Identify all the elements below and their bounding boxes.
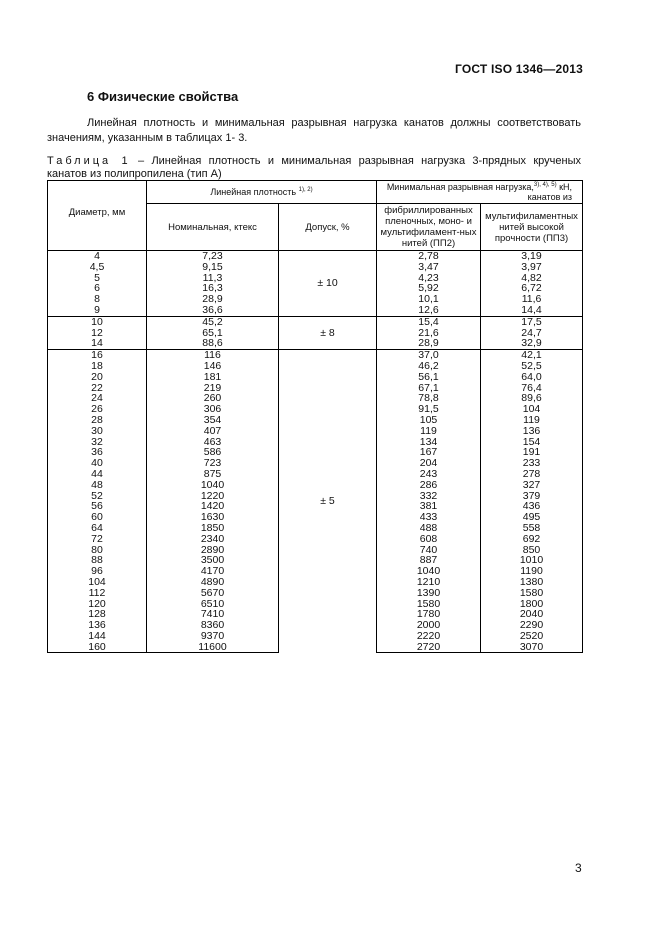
density-label: Линейная плотность (210, 186, 297, 197)
cell-pp2: 1780 (377, 609, 481, 620)
cell-nominal: 875 (147, 469, 279, 480)
cell-pp3: 1580 (481, 588, 583, 599)
cell-pp3: 327 (481, 480, 583, 491)
header-pp3: мультифиламентных нитей высокой прочности (ПП3) (481, 204, 583, 251)
header-density-group (147, 181, 377, 204)
cell-nominal: 9370 (147, 631, 279, 642)
cell-pp3: 11,6 (481, 294, 583, 305)
load-label: Минимальная разрывная нагрузка, (386, 182, 534, 192)
cell-nominal: 146 (147, 361, 279, 372)
cell-pp3: 3070 (481, 642, 583, 653)
cell-pp3: 136 (481, 426, 583, 437)
cell-pp3: 850 (481, 545, 583, 556)
cell-pp3: 4,82 (481, 273, 583, 284)
density-footnote: 1), 2) (298, 186, 313, 193)
cell-pp3: 1800 (481, 599, 583, 610)
cell-pp2: 2,78 (377, 251, 481, 262)
cell-pp2: 1390 (377, 588, 481, 599)
cell-nominal: 1420 (147, 501, 279, 512)
cell-pp3: 24,7 (481, 328, 583, 339)
cell-pp3: 32,9 (481, 338, 583, 349)
cell-diameter: 4 (48, 251, 147, 262)
cell-pp2: 488 (377, 523, 481, 534)
cell-pp2: 286 (377, 480, 481, 491)
table-caption (47, 155, 581, 181)
cell-pp2: 67,1 (377, 383, 481, 394)
cell-pp3: 17,5 (481, 316, 583, 327)
header-pp2: фибриллированных пленочных, моно- и мультифиламент-ных нитей (ПП2) (377, 204, 481, 251)
cell-nominal: 354 (147, 415, 279, 426)
cell-diameter: 20 (48, 372, 147, 383)
cell-pp3: 2040 (481, 609, 583, 620)
cell-pp3: 495 (481, 512, 583, 523)
cell-diameter: 36 (48, 447, 147, 458)
cell-nominal: 2340 (147, 534, 279, 545)
cell-pp3: 42,1 (481, 350, 583, 361)
cell-pp3: 233 (481, 458, 583, 469)
cell-pp3: 2290 (481, 620, 583, 631)
cell-diameter: 9 (48, 305, 147, 316)
cell-diameter: 136 (48, 620, 147, 631)
cell-nominal: 306 (147, 404, 279, 415)
cell-pp2: 134 (377, 437, 481, 448)
cell-pp3: 52,5 (481, 361, 583, 372)
cell-diameter: 10 (48, 316, 147, 327)
cell-pp2: 740 (377, 545, 481, 556)
cell-pp2: 167 (377, 447, 481, 458)
cell-pp3: 119 (481, 415, 583, 426)
cell-diameter: 16 (48, 350, 147, 361)
cell-diameter: 30 (48, 426, 147, 437)
cell-nominal: 8360 (147, 620, 279, 631)
header-nominal: Номинальная, ктекс (147, 204, 279, 251)
cell-nominal: 1220 (147, 491, 279, 502)
table-caption-text: – Линейная плотность и минимальная разрывная нагрузка 3-прядных крученых канатов из полипропилена (тип А) (47, 155, 581, 180)
cell-diameter: 12 (48, 328, 147, 339)
cell-pp2: 91,5 (377, 404, 481, 415)
cell-nominal: 11,3 (147, 273, 279, 284)
cell-pp2: 608 (377, 534, 481, 545)
cell-diameter: 8 (48, 294, 147, 305)
cell-nominal: 16,3 (147, 283, 279, 294)
cell-nominal: 4890 (147, 577, 279, 588)
cell-diameter: 4,5 (48, 262, 147, 273)
cell-diameter: 48 (48, 480, 147, 491)
cell-tolerance: ± 5 (279, 350, 377, 653)
cell-nominal: 65,1 (147, 328, 279, 339)
cell-nominal: 219 (147, 383, 279, 394)
cell-pp2: 2000 (377, 620, 481, 631)
cell-pp2: 119 (377, 426, 481, 437)
cell-nominal: 88,6 (147, 338, 279, 349)
cell-diameter: 96 (48, 566, 147, 577)
cell-pp2: 12,6 (377, 305, 481, 316)
cell-diameter: 52 (48, 491, 147, 502)
cell-pp2: 204 (377, 458, 481, 469)
cell-pp3: 154 (481, 437, 583, 448)
cell-nominal: 407 (147, 426, 279, 437)
cell-pp3: 14,4 (481, 305, 583, 316)
cell-pp2: 28,9 (377, 338, 481, 349)
cell-pp2: 105 (377, 415, 481, 426)
cell-nominal: 5670 (147, 588, 279, 599)
page-number: 3 (575, 861, 582, 875)
paragraph-text: Линейная плотность и минимальная разрывная нагрузка канатов должны соответствовать значениям, указанным в таблицах 1- 3. (47, 117, 581, 144)
cell-pp2: 1580 (377, 599, 481, 610)
cell-diameter: 40 (48, 458, 147, 469)
cell-pp2: 887 (377, 555, 481, 566)
header-tolerance: Допуск, % (279, 204, 377, 251)
cell-diameter: 44 (48, 469, 147, 480)
cell-diameter: 24 (48, 393, 147, 404)
cell-diameter: 80 (48, 545, 147, 556)
cell-pp2: 381 (377, 501, 481, 512)
cell-pp3: 76,4 (481, 383, 583, 394)
cell-pp2: 332 (377, 491, 481, 502)
cell-diameter: 14 (48, 338, 147, 349)
cell-diameter: 5 (48, 273, 147, 284)
cell-pp3: 191 (481, 447, 583, 458)
cell-nominal: 463 (147, 437, 279, 448)
cell-pp2: 21,6 (377, 328, 481, 339)
table-row (48, 350, 583, 361)
cell-pp2: 10,1 (377, 294, 481, 305)
table-caption-prefix: Таблица 1 (47, 155, 131, 167)
cell-pp3: 558 (481, 523, 583, 534)
cell-diameter: 72 (48, 534, 147, 545)
cell-pp3: 692 (481, 534, 583, 545)
cell-pp3: 104 (481, 404, 583, 415)
cell-pp3: 2520 (481, 631, 583, 642)
cell-pp3: 1010 (481, 555, 583, 566)
cell-diameter: 28 (48, 415, 147, 426)
cell-nominal: 7,23 (147, 251, 279, 262)
cell-nominal: 11600 (147, 642, 279, 653)
cell-pp2: 15,4 (377, 316, 481, 327)
cell-nominal: 7410 (147, 609, 279, 620)
cell-pp3: 1190 (481, 566, 583, 577)
cell-nominal: 723 (147, 458, 279, 469)
cell-diameter: 128 (48, 609, 147, 620)
cell-pp2: 46,2 (377, 361, 481, 372)
cell-nominal: 116 (147, 350, 279, 361)
cell-diameter: 112 (48, 588, 147, 599)
table-row (48, 316, 583, 327)
cell-diameter: 88 (48, 555, 147, 566)
cell-nominal: 45,2 (147, 316, 279, 327)
cell-pp3: 64,0 (481, 372, 583, 383)
cell-diameter: 104 (48, 577, 147, 588)
cell-pp2: 243 (377, 469, 481, 480)
cell-nominal: 181 (147, 372, 279, 383)
table-row (48, 251, 583, 262)
cell-nominal: 1850 (147, 523, 279, 534)
cell-pp3: 3,97 (481, 262, 583, 273)
cell-pp2: 37,0 (377, 350, 481, 361)
cell-nominal: 6510 (147, 599, 279, 610)
cell-diameter: 18 (48, 361, 147, 372)
data-table (47, 180, 583, 653)
cell-pp3: 89,6 (481, 393, 583, 404)
cell-pp2: 1040 (377, 566, 481, 577)
cell-pp2: 2220 (377, 631, 481, 642)
cell-pp2: 433 (377, 512, 481, 523)
cell-nominal: 28,9 (147, 294, 279, 305)
cell-pp3: 6,72 (481, 283, 583, 294)
cell-pp2: 56,1 (377, 372, 481, 383)
cell-pp3: 278 (481, 469, 583, 480)
standard-number: ГОСТ ISO 1346—2013 (454, 62, 583, 76)
cell-tolerance: ± 10 (279, 251, 377, 317)
cell-nominal: 1630 (147, 512, 279, 523)
cell-diameter: 22 (48, 383, 147, 394)
cell-pp2: 78,8 (377, 393, 481, 404)
cell-nominal: 4170 (147, 566, 279, 577)
cell-pp2: 3,47 (377, 262, 481, 273)
cell-nominal: 3500 (147, 555, 279, 566)
cell-diameter: 64 (48, 523, 147, 534)
cell-pp3: 379 (481, 491, 583, 502)
cell-diameter: 144 (48, 631, 147, 642)
cell-diameter: 160 (48, 642, 147, 653)
cell-nominal: 260 (147, 393, 279, 404)
cell-diameter: 60 (48, 512, 147, 523)
cell-pp2: 1210 (377, 577, 481, 588)
cell-nominal: 1040 (147, 480, 279, 491)
table-body (48, 251, 583, 653)
cell-nominal: 586 (147, 447, 279, 458)
cell-nominal: 9,15 (147, 262, 279, 273)
cell-pp3: 3,19 (481, 251, 583, 262)
cell-tolerance: ± 8 (279, 316, 377, 349)
cell-nominal: 2890 (147, 545, 279, 556)
cell-diameter: 56 (48, 501, 147, 512)
body-paragraph (47, 116, 581, 146)
cell-pp2: 5,92 (377, 283, 481, 294)
cell-nominal: 36,6 (147, 305, 279, 316)
load-label-tail: кН, канатов из (527, 182, 573, 202)
load-footnote: 3), 4), 5) (533, 182, 557, 188)
header-diameter: Диаметр, мм (48, 181, 147, 251)
cell-pp3: 436 (481, 501, 583, 512)
section-title: 6 Физические свойства (87, 89, 239, 104)
cell-diameter: 120 (48, 599, 147, 610)
cell-pp3: 1380 (481, 577, 583, 588)
cell-diameter: 6 (48, 283, 147, 294)
cell-pp2: 4,23 (377, 273, 481, 284)
cell-pp2: 2720 (377, 642, 481, 653)
cell-diameter: 32 (48, 437, 147, 448)
header-load-group (377, 181, 583, 204)
cell-diameter: 26 (48, 404, 147, 415)
